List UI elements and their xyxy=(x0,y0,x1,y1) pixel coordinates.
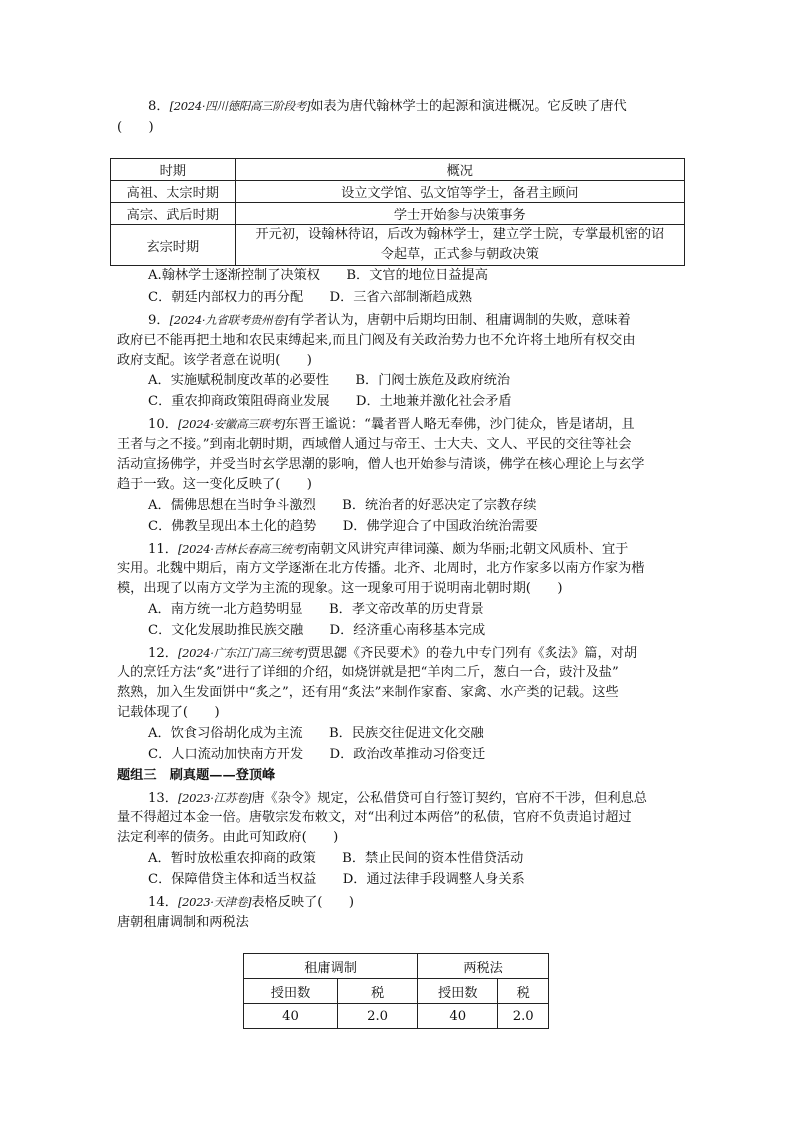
question-8-line-2: ( ) xyxy=(117,120,154,135)
question-10-line-1 xyxy=(148,414,635,435)
table-caption: 唐朝租庸调制和两税法 xyxy=(117,915,249,930)
section-heading: 题组三 刷真题——登顶峰 xyxy=(117,768,276,783)
question-12-line-1 xyxy=(148,643,637,664)
q13-options-2: C．保障借贷主体和适当权益 D．通过法律手段调整人身关系 xyxy=(148,872,525,887)
question-9-line-3: 政府支配。该学者意在说明( ) xyxy=(117,353,312,368)
q11-options-1: A．南方统一北方趋势明显 B．孝文帝改革的历史背景 xyxy=(148,602,484,617)
question-12-line-3: 熬熟，加入生发面饼中“炙之”，还有用“炙法”来制作家畜、家禽、水产类的记载。这些 xyxy=(117,685,619,700)
q12-options-1: A．饮食习俗胡化成为主流 B．民族交往促进文化交融 xyxy=(148,726,484,741)
table-header: 授田数 xyxy=(244,979,338,1004)
question-number: 8． xyxy=(148,99,170,114)
table-cell: 2.0 xyxy=(337,1004,417,1029)
table-header: 时期 xyxy=(111,159,236,181)
question-13-line-2: 量不得超过本金一倍。唐敬宗发布敕文，对“出利过本两倍”的私债，官府不负责追讨超过 xyxy=(117,810,632,825)
table-group-header: 租庸调制 xyxy=(244,954,418,979)
question-10-line-3: 活动宣扬佛学，并受当时玄学思潮的影响，僧人也开始参与清谈，佛学在核心理论上与玄学 xyxy=(117,457,645,472)
question-9-line-1 xyxy=(148,310,631,331)
q9-options-1: A．实施赋税制度改革的必要性 B．门阀士族危及政府统治 xyxy=(148,373,511,388)
question-source: [2023·江苏卷] xyxy=(177,791,252,805)
table-group-header: 两税法 xyxy=(418,954,549,979)
table-cell: 设立文学馆、弘文馆等学士，备君主顾问 xyxy=(235,181,684,203)
q11-options-2: C．文化发展助推民族交融 D．经济重心南移基本完成 xyxy=(148,623,486,638)
question-number: 10． xyxy=(148,417,178,432)
q12-options-2: C．人口流动加快南方开发 D．政治改革推动习俗变迁 xyxy=(148,747,486,762)
question-stem: 南朝文风讲究声律词藻、颇为华丽;北朝文风质朴、宜于 xyxy=(307,542,629,557)
table-cell: 高宗、武后时期 xyxy=(111,203,236,225)
q13-options-1: A．暂时放松重农抑商的政策 B．禁止民间的资本性借贷活动 xyxy=(148,851,524,866)
question-number: 14． xyxy=(148,895,178,910)
question-source: [2024·广东江门高三统考] xyxy=(177,646,308,660)
question-12-line-4: 记载体现了( ) xyxy=(117,705,220,720)
table-cell: 学士开始参与决策事务 xyxy=(235,203,684,225)
question-11-line-1 xyxy=(148,539,628,560)
table-cell: 玄宗时期 xyxy=(111,225,236,266)
question-source: [2024·九省联考贵州卷] xyxy=(169,313,288,327)
question-12-line-2: 人的烹饪方法“炙”进行了详细的介绍，如烧饼就是把“羊肉二斤，葱白一合，豉汁及盐” xyxy=(117,665,619,680)
question-number: 9． xyxy=(148,313,170,328)
table-header: 授田数 xyxy=(418,979,498,1004)
table-header: 税 xyxy=(337,979,417,1004)
question-10-line-4: 趋于一致。这一变化反映了( ) xyxy=(117,477,312,492)
question-stem: 贾思勰《齐民要术》的卷九中专门列有《炙法》篇，对胡 xyxy=(307,646,638,661)
question-stem: 表格反映了( ) xyxy=(251,895,354,910)
question-stem: 唐《杂令》规定，公私借贷可自行签订契约，官府不干涉，但利息总 xyxy=(251,791,647,806)
question-8-line-1 xyxy=(148,96,627,117)
question-11-line-3: 模，出现了以南方文学为主流的现象。这一现象可用于说明南北朝时期( ) xyxy=(117,581,563,596)
question-13-line-3: 法定利率的债务。由此可知政府( ) xyxy=(117,830,339,845)
q9-options-2: C．重农抑商政策阻碍商业发展 D．土地兼并激化社会矛盾 xyxy=(148,394,512,409)
table-cell-line: 令起草，正式参与朝政决策 xyxy=(380,247,539,262)
question-number: 11． xyxy=(148,542,178,557)
question-stem: 东晋王谧说：“曩者晋人略无奉佛，沙门徒众，皆是诸胡，且 xyxy=(284,417,635,432)
q8-table xyxy=(110,158,685,266)
q8-options-2: C．朝廷内部权力的再分配 D．三省六部制渐趋成熟 xyxy=(148,290,472,305)
table-cell: 40 xyxy=(418,1004,498,1029)
table-cell: 2.0 xyxy=(498,1004,549,1029)
table-cell: 高祖、太宗时期 xyxy=(111,181,236,203)
question-11-line-2: 实用。北魏中期后，南方文学逐渐在北方传播。北齐、北周时，北方作家多以南方作家为楷 xyxy=(117,561,645,576)
question-14-line-1 xyxy=(148,892,354,913)
question-9-line-2: 政府已不能再把土地和农民束缚起来,而且门阀及有关政治势力也不允许将土地所有权交由 xyxy=(117,333,636,348)
table-cell: 40 xyxy=(244,1004,338,1029)
table-header: 税 xyxy=(498,979,549,1004)
q8-options-1: A.翰林学士逐渐控制了决策权 B．文官的地位日益提高 xyxy=(148,268,488,283)
question-10-line-2: 王者与之不接。”到南北朝时期，西域僧人通过与帝王、士大夫、文人、平民的交往等社会 xyxy=(117,437,632,452)
question-stem: 如表为唐代翰林学士的起源和演进概况。它反映了唐代 xyxy=(310,99,627,114)
question-source: [2024·四川德阳高三阶段考] xyxy=(169,99,311,113)
question-number: 13． xyxy=(148,791,178,806)
question-source: [2024·安徽高三联考] xyxy=(177,417,285,431)
question-13-line-1 xyxy=(148,788,647,809)
table-cell-line: 开元初，设翰林待诏，后改为翰林学士，建立学士院，专掌最机密的诏 xyxy=(255,227,665,242)
q10-options-2: C．佛教呈现出本土化的趋势 D．佛学迎合了中国政治统治需要 xyxy=(148,519,538,534)
question-stem: 有学者认为，唐朝中后期均田制、租庸调制的失败，意味着 xyxy=(287,313,631,328)
q10-options-1: A．儒佛思想在当时争斗激烈 B．统治者的好恶决定了宗教存续 xyxy=(148,498,537,513)
question-number: 12． xyxy=(148,646,178,661)
question-source: [2023·天津卷] xyxy=(177,895,252,909)
q14-table xyxy=(243,953,549,1029)
table-cell-multiline xyxy=(235,225,684,266)
question-source: [2024·吉林长春高三统考] xyxy=(177,542,308,556)
table-header: 概况 xyxy=(235,159,684,181)
